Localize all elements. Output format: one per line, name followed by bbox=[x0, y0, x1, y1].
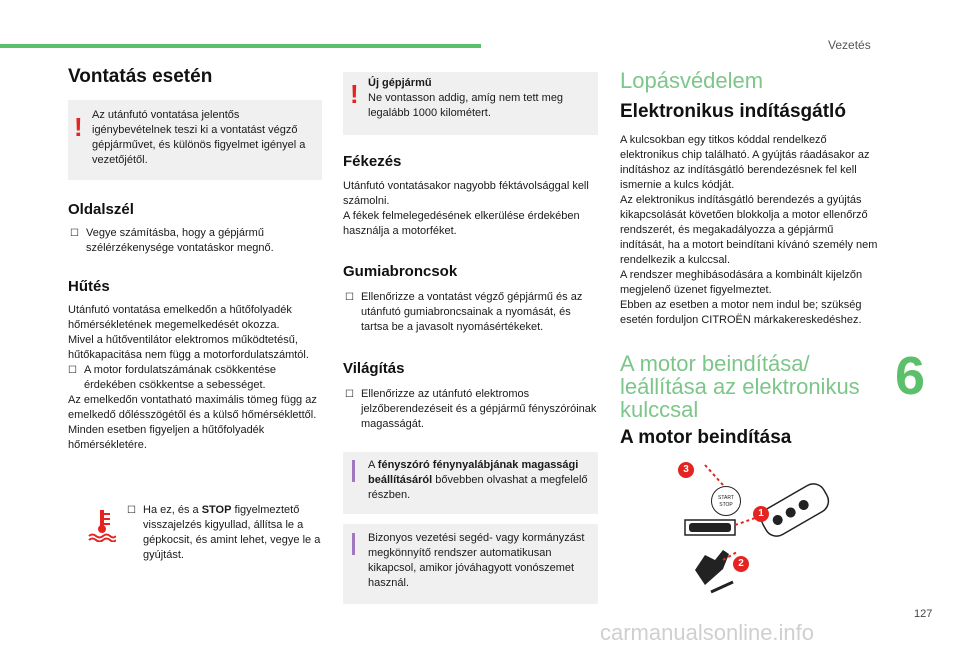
badge-3: 3 bbox=[678, 462, 694, 478]
heading-starting-engine: A motor beindítása bbox=[620, 427, 792, 448]
badge-2: 2 bbox=[733, 556, 749, 572]
title-anti-theft: Lopásvédelem bbox=[620, 68, 764, 93]
list-item: ☐ Ha ez, és a STOP figyelmeztető visszajelzés kigyullad, állítsa le a gépkocsit, és amint lehet, vegye le a gyújtást. bbox=[127, 504, 321, 561]
top-progress-bar bbox=[0, 44, 481, 48]
list-item: ☐ Ellenőrizze az utánfutó elektromos jelzőberendezéseit és a gépjármű fényszóróinak magasságát. bbox=[345, 388, 597, 430]
heading-crosswind: Oldalszél bbox=[68, 201, 134, 218]
title-start-stop: A motor beindítása/ leállítása az elektronikus kulccsal bbox=[620, 351, 860, 422]
list-item: ☐ Ellenőrizze a vontatást végző gépjármű és az utánfutó gumiabroncsainak a nyomását, és tartsa be a javasolt nyomásértékeket. bbox=[345, 291, 583, 333]
heading-cooling: Hűtés bbox=[68, 278, 110, 295]
warning-icon: ! bbox=[74, 112, 83, 142]
checkbox-bullet-icon: ☐ bbox=[70, 228, 79, 239]
page-number: 127 bbox=[914, 608, 933, 620]
info-icon bbox=[352, 533, 355, 555]
start-illustration bbox=[675, 460, 845, 610]
start-stop-button-icon: START STOP bbox=[711, 486, 741, 516]
coolant-temperature-warning-icon bbox=[88, 508, 116, 542]
heading-lights: Világítás bbox=[343, 360, 405, 377]
badge-1: 1 bbox=[753, 506, 769, 522]
new-vehicle-text: Ne vontasson addig, amíg nem tett meg legalább 1000 kilométert. bbox=[368, 92, 564, 119]
info-box-headlamp: A fényszóró fénynyalábjának magassági beállításáról bővebben olvashat a megfelelő részben. bbox=[343, 452, 598, 514]
new-vehicle-title: Új gépjármű bbox=[368, 77, 432, 89]
title-towing: Vontatás esetén bbox=[68, 66, 213, 87]
new-vehicle-warning-box bbox=[343, 72, 598, 135]
warning-box bbox=[68, 100, 322, 180]
list-item: ☐ Vegye számításba, hogy a gépjármű szélérzékenysége vontatáskor megnő. bbox=[70, 227, 274, 254]
checkbox-bullet-icon: ☐ bbox=[345, 292, 354, 303]
heading-immobiliser: Elektronikus indításgátló bbox=[620, 101, 846, 122]
heading-braking: Fékezés bbox=[343, 153, 402, 170]
warning-text: Az utánfutó vontatása jelentős igénybevételnek teszi ki a vontatást végző gépjárművet, és különös figyelmet igényel a vezetőjétől. bbox=[92, 109, 306, 166]
checkbox-bullet-icon: ☐ bbox=[127, 505, 136, 516]
watermark: carmanualsonline.info bbox=[600, 620, 815, 645]
chapter-number: 6 bbox=[895, 346, 926, 406]
cooling-text: Utánfutó vontatása emelkedőn a hűtőfolyadék hőmérsékletének megemelkedését okozza. Mivel a hűtőventilátor elektromos működtetésű, hűtőkapacitása nem függ a motorfordulatszámtól. ☐ A motor fordulatszámának csökkentése érdekében csökkentse a sebességet. Az emelkedőn vontatható maximális tömeg függ az emelkedő dőlésszögétől és a külső hőmérséklettől. Minden esetben figyeljen a hűtőfolyadék hőmérsékletére. bbox=[68, 303, 324, 453]
list-item: ☐ A motor fordulatszámának csökkentése érdekében csökkentse a sebességet. bbox=[68, 364, 276, 391]
heading-tyres: Gumiabroncsok bbox=[343, 263, 458, 280]
warning-icon: ! bbox=[350, 79, 359, 109]
braking-text: Utánfutó vontatásakor nagyobb féktávolsággal kell számolni. A fékek felmelegedésének elkerülése érdekében használja a motorféket. bbox=[343, 180, 589, 237]
info-box-driving-aids: Bizonyos vezetési segéd- vagy kormányzást megkönnyítő rendszer automatikusan kikapcsol, amikor jóváhagyott vonószemet használ. bbox=[343, 524, 598, 604]
immobiliser-text: A kulcsokban egy titkos kóddal rendelkező elektronikus chip található. A gyújtás ráadásakor az indításhoz az indításgátló berendezésnek fel kell ismernie a kulcs kódját. Az elektronikus indításgátló berendezés a gyújtás kikapcsolását követően blokkolja a motor ellenőrző rendszerét, és megakadályozza a gépjármű indítását, ha a motort beindítani kívánó személy nem rendelkezik a kulccsal. A rendszer meghibásodására a kombinált kijelzőn megjelenő üzenet figyelmeztet. Ebben az esetben a motor nem indul be; szükség esetén forduljon CITROËN márkakereskedéshez. bbox=[620, 134, 878, 326]
info-icon bbox=[352, 460, 355, 482]
checkbox-bullet-icon: ☐ bbox=[345, 389, 354, 400]
checkbox-bullet-icon: ☐ bbox=[68, 365, 77, 376]
section-label: Vezetés bbox=[828, 38, 871, 52]
